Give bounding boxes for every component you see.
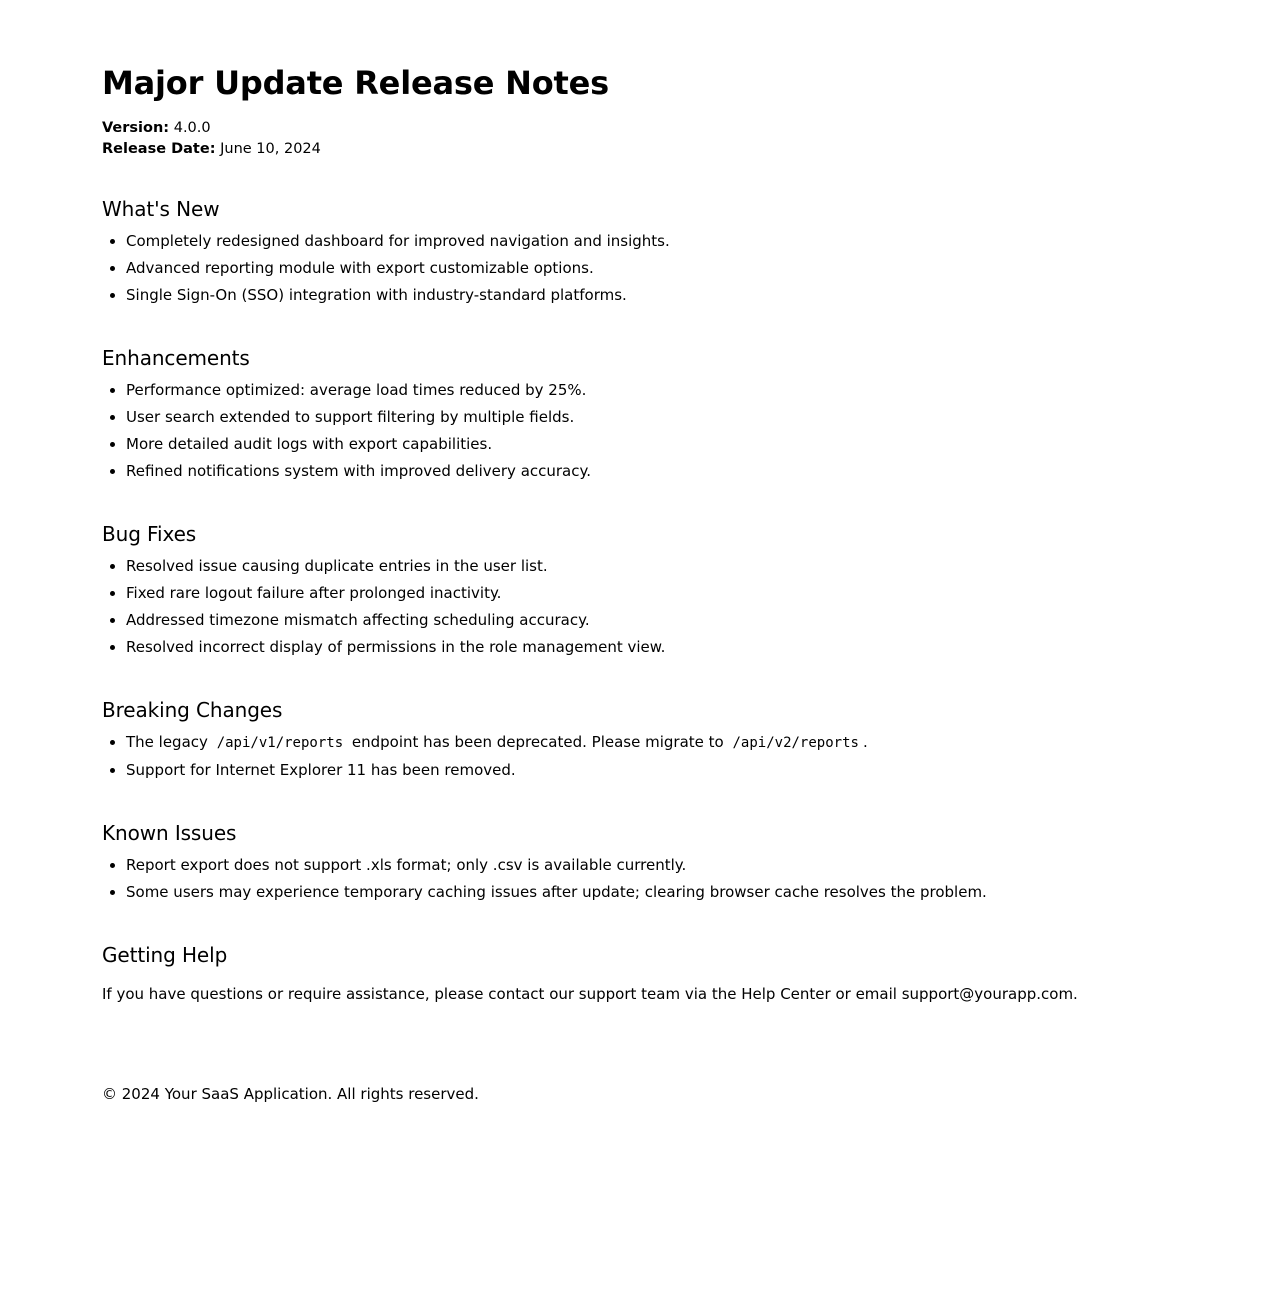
help-text: If you have questions or require assistance, please contact our support team via the Help Center or email support@yourapp.com. (102, 985, 1078, 1003)
section-title-breaking-changes: Breaking Changes (102, 698, 283, 722)
version-label: Version: (102, 120, 170, 136)
list-item: • Resolved issue causing duplicate entries in the user list. (126, 553, 1202, 580)
list-item: • Fixed rare logout failure after prolonged inactivity. (126, 580, 1202, 607)
list-item: • More detailed audit logs with export capabilities. (126, 431, 1202, 458)
section-title-whats-new: What's New (102, 197, 220, 221)
list-item (126, 729, 1202, 757)
list-item: • Advanced reporting module with export customizable options. (126, 255, 1202, 282)
copyright-text: © 2024 Your SaaS Application. All rights reserved. (102, 1085, 479, 1103)
section-enhancements (102, 345, 1202, 485)
list-item: • Addressed timezone mismatch affecting scheduling accuracy. (126, 607, 1202, 634)
breaking-item-prefix: The legacy (126, 733, 208, 751)
list-item: • User search extended to support filtering by multiple fields. (126, 404, 1202, 431)
list-item: • Report export does not support .xls format; only .csv is available currently. (126, 852, 1202, 879)
page-title: Major Update Release Notes (102, 64, 609, 102)
list-item: • Single Sign-On (SSO) integration with industry-standard platforms. (126, 282, 1202, 309)
section-breaking-changes (102, 697, 1202, 784)
enhancements-list (102, 377, 1202, 485)
breaking-changes-list (102, 729, 1202, 784)
list-item: • Refined notifications system with improved delivery accuracy. (126, 458, 1202, 485)
release-date-label: Release Date: (102, 141, 216, 157)
list-item: • Completely redesigned dashboard for improved navigation and insights. (126, 228, 1202, 255)
release-date-line (102, 139, 1202, 160)
section-whats-new (102, 196, 1202, 309)
section-title-known-issues: Known Issues (102, 821, 237, 845)
known-issues-list (102, 852, 1202, 906)
section-title-getting-help: Getting Help (102, 943, 228, 967)
section-title-bug-fixes: Bug Fixes (102, 522, 197, 546)
page-footer (102, 1082, 1202, 1106)
list-item: • Performance optimized: average load times reduced by 25%. (126, 377, 1202, 404)
list-item: • Resolved incorrect display of permissions in the role management view. (126, 634, 1202, 661)
version-line (102, 118, 1202, 139)
list-item: • Some users may experience temporary caching issues after update; clearing browser cache resolves the problem. (126, 879, 1202, 906)
section-title-enhancements: Enhancements (102, 346, 250, 370)
version-value: 4.0.0 (173, 120, 211, 136)
whats-new-list (102, 228, 1202, 309)
legacy-endpoint-code: /api/v1/reports (213, 735, 347, 751)
breaking-item-suffix: . (862, 733, 868, 751)
list-item: • Support for Internet Explorer 11 has been removed. (126, 757, 1202, 784)
new-endpoint-code: /api/v2/reports (729, 735, 863, 751)
section-getting-help (102, 942, 1202, 1006)
release-date-value: June 10, 2024 (220, 141, 321, 157)
bug-fixes-list (102, 553, 1202, 661)
breaking-item-middle: endpoint has been deprecated. Please migrate to (351, 733, 724, 751)
section-known-issues (102, 820, 1202, 906)
section-bug-fixes (102, 521, 1202, 661)
